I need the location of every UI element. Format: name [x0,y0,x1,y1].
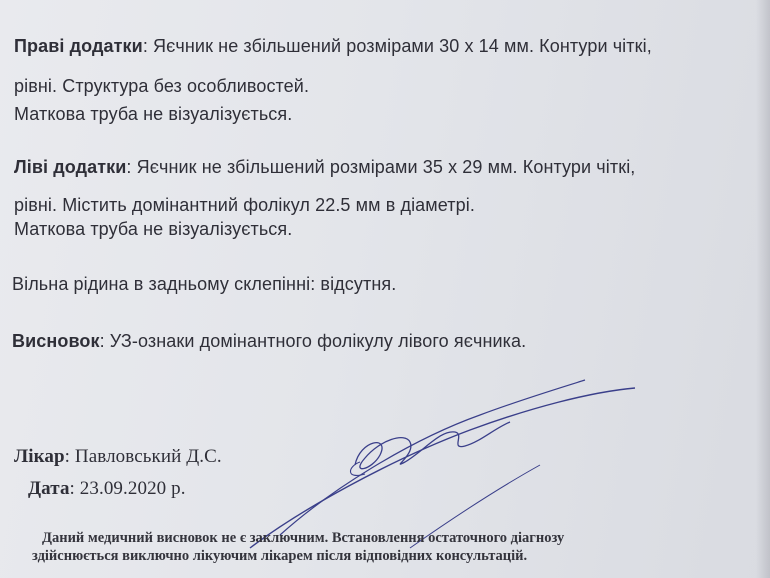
date-value: 23.09.2020 р. [79,478,186,499]
right-appendages-line2: рівні. Структура без особливостей. [14,76,310,96]
right-appendages-line1: Праві додатки: Яєчник не збільшений розмірами 30 х 14 мм. Контури чіткі, [14,36,652,56]
left-appendages-text1: Яєчник не збільшений розмірами 35 х 29 мм. Контури чіткі, [136,157,636,177]
left-appendages-line1: Ліві додатки: Яєчник не збільшений розмірами 35 х 29 мм. Контури чіткі, [14,157,636,177]
date-label: Дата [28,478,70,499]
left-appendages-line3: Маткова труба не візуалізується. [14,219,293,239]
left-appendages-line2: рівні. Містить домінантний фолікул 22.5 мм в діаметрі. [14,195,475,215]
left-appendages-label: Ліві додатки [14,157,127,177]
right-appendages-line3: Маткова труба не візуалізується. [14,104,293,124]
conclusion-label: Висновок [12,331,100,351]
conclusion-text: УЗ-ознаки домінантного фолікулу лівого яєчника. [109,331,527,351]
free-fluid-line: Вільна рідина в задньому склепінні: відсутня. [12,274,397,294]
conclusion-line: Висновок: УЗ-ознаки домінантного фолікулу лівого яєчника. [12,331,527,351]
doctor-line: Лікар: Павловський Д.С. [14,446,222,467]
right-appendages-label: Праві додатки [14,36,143,56]
date-line: Дата: 23.09.2020 р. [28,478,186,499]
doctor-label: Лікар [14,446,65,467]
disclaimer-line1: Даний медичний висновок не є заключним. Встановлення остаточного діагнозу [42,530,565,546]
disclaimer-line2: здійснюється виключно лікуючим лікарем після відповідних консультацій. [32,548,528,564]
page-edge-shadow [756,0,770,578]
right-appendages-text1: Яєчник не збільшений розмірами 30 х 14 мм. Контури чіткі, [153,36,652,56]
doctor-name: Павловський Д.С. [74,446,222,467]
